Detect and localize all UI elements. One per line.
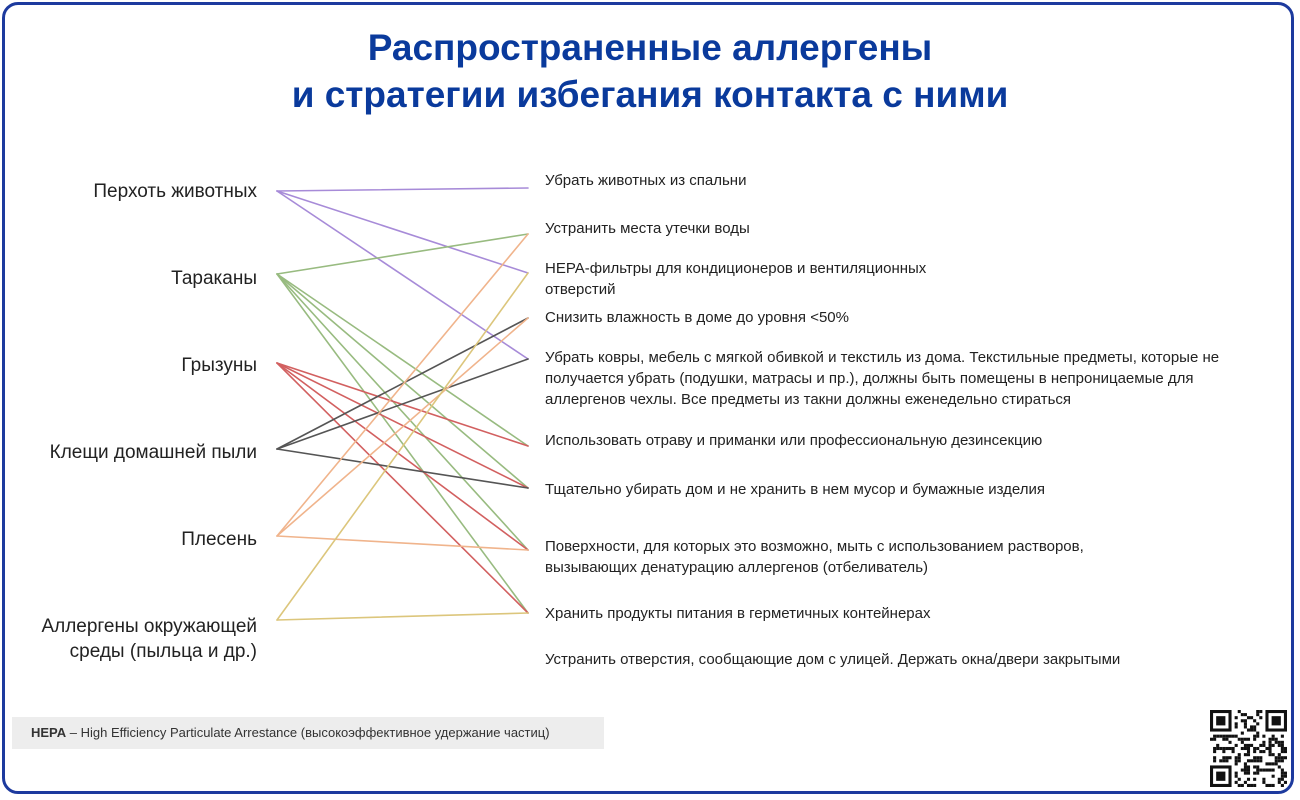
qr-module — [1238, 710, 1241, 713]
link-line — [277, 274, 528, 550]
qr-module — [1275, 738, 1278, 741]
allergen-label: Плесень — [181, 529, 257, 550]
strategy-label: Устранить места утечки воды — [545, 220, 750, 237]
qr-module — [1281, 741, 1284, 744]
qr-module — [1228, 756, 1231, 759]
qr-module — [1244, 747, 1247, 750]
qr-module — [1284, 781, 1287, 784]
qr-module — [1244, 722, 1247, 725]
qr-module — [1281, 759, 1284, 762]
qr-module — [1241, 738, 1244, 741]
qr-module — [1253, 756, 1256, 759]
qr-module — [1247, 784, 1250, 787]
qr-module — [1272, 769, 1275, 772]
qr-module — [1284, 756, 1287, 759]
qr-module — [1275, 762, 1278, 765]
qr-module — [1253, 738, 1256, 741]
qr-module — [1253, 725, 1256, 728]
qr-module — [1235, 744, 1238, 747]
link-line — [277, 363, 528, 613]
allergen-label: Тараканы — [171, 268, 257, 289]
qr-module — [1272, 775, 1275, 778]
allergen-label-line: Аллергены окружающей — [41, 616, 257, 637]
qr-module — [1247, 753, 1250, 756]
qr-module — [1281, 744, 1284, 747]
qr-module — [1272, 784, 1275, 787]
qr-module — [1284, 775, 1287, 778]
link-line — [277, 234, 528, 274]
qr-module — [1250, 728, 1253, 731]
qr-module — [1253, 750, 1256, 753]
qr-module — [1281, 775, 1284, 778]
qr-module — [1281, 756, 1284, 759]
allergen-label-multiline — [41, 614, 257, 664]
qr-module — [1253, 778, 1256, 781]
qr-module — [1225, 735, 1228, 738]
qr-module — [1235, 716, 1238, 719]
qr-module — [1278, 765, 1281, 768]
qr-module — [1262, 741, 1265, 744]
qr-module — [1281, 772, 1284, 775]
qr-module — [1259, 759, 1262, 762]
qr-module — [1269, 762, 1272, 765]
link-line — [277, 234, 528, 536]
qr-module — [1259, 716, 1262, 719]
qr-module — [1244, 772, 1247, 775]
link-line — [277, 274, 528, 446]
qr-module — [1284, 747, 1287, 750]
allergen-label-line: среды (пыльца и др.) — [69, 641, 257, 662]
qr-module — [1219, 759, 1222, 762]
qr-module — [1247, 750, 1250, 753]
qr-module — [1232, 735, 1235, 738]
qr-module — [1228, 747, 1231, 750]
qr-module — [1269, 738, 1272, 741]
qr-module — [1216, 772, 1225, 781]
qr-module — [1262, 750, 1265, 753]
footnote-text: – High Efficiency Particulate Arrestance (высокоэффективное удержание частиц) — [66, 725, 550, 740]
qr-module — [1235, 759, 1238, 762]
qr-module — [1284, 772, 1287, 775]
qr-module — [1244, 762, 1247, 765]
qr-module — [1259, 710, 1262, 713]
qr-module — [1259, 750, 1262, 753]
qr-module — [1216, 744, 1219, 747]
qr-module — [1247, 759, 1250, 762]
strategy-label: Поверхности, для которых это возможно, мыть с использованием растворов, вызывающих денатурацию аллергенов (отбеливатель) — [545, 538, 1084, 576]
qr-module — [1278, 753, 1281, 756]
link-line — [277, 318, 528, 449]
strategy-label: Хранить продукты питания в герметичных контейнерах — [545, 605, 931, 622]
qr-module — [1232, 750, 1235, 753]
qr-module — [1256, 710, 1259, 713]
link-line — [277, 191, 528, 359]
qr-module — [1265, 762, 1268, 765]
strategy-label: Использовать отраву и приманки или профессиональную дезинсекцию — [545, 432, 1043, 449]
qr-module — [1238, 759, 1241, 762]
qr-module — [1256, 772, 1259, 775]
qr-module — [1241, 732, 1244, 735]
qr-module — [1256, 722, 1259, 725]
qr-module — [1272, 735, 1275, 738]
qr-module — [1259, 756, 1262, 759]
qr-module — [1256, 759, 1259, 762]
qr-module — [1278, 756, 1281, 759]
qr-module — [1238, 756, 1241, 759]
qr-module — [1269, 750, 1272, 753]
qr-module — [1275, 756, 1278, 759]
qr-module — [1241, 769, 1244, 772]
qr-module — [1281, 769, 1284, 772]
qr-module — [1247, 728, 1250, 731]
qr-module — [1235, 756, 1238, 759]
link-line — [277, 318, 528, 536]
strategy-label: Тщательно убирать дом и не хранить в нем мусор и бумажные изделия — [545, 481, 1045, 498]
strategy-label: Убрать животных из спальни — [545, 172, 747, 189]
title-line-1: Распространенные аллергены — [367, 27, 933, 68]
qr-module — [1241, 719, 1244, 722]
allergen-label: Грызуны — [181, 355, 257, 376]
qr-module — [1235, 775, 1238, 778]
qr-module — [1269, 741, 1272, 744]
qr-module — [1244, 769, 1247, 772]
qr-module — [1235, 772, 1238, 775]
qr-module — [1241, 713, 1244, 716]
qr-module — [1250, 716, 1253, 719]
qr-module — [1244, 725, 1247, 728]
qr-module — [1244, 744, 1247, 747]
qr-module — [1262, 781, 1265, 784]
qr-module — [1213, 750, 1216, 753]
qr-module — [1216, 716, 1225, 725]
qr-module — [1247, 744, 1250, 747]
qr-module — [1225, 738, 1228, 741]
qr-module — [1219, 747, 1222, 750]
qr-module — [1256, 713, 1259, 716]
qr-module — [1269, 769, 1272, 772]
allergen-label: Перхоть животных — [93, 181, 257, 202]
qr-module — [1247, 765, 1250, 768]
qr-module — [1244, 713, 1247, 716]
qr-module — [1244, 753, 1247, 756]
qr-module — [1281, 735, 1284, 738]
qr-module — [1256, 765, 1259, 768]
qr-module — [1235, 781, 1238, 784]
title-line-2: и стратегии избегания контакта с ними — [291, 74, 1009, 115]
qr-module — [1225, 756, 1228, 759]
qr-module — [1281, 784, 1284, 787]
qr-module — [1241, 741, 1244, 744]
allergen-label: Клещи домашней пыли — [49, 442, 257, 463]
qr-module — [1253, 759, 1256, 762]
qr-module — [1225, 747, 1228, 750]
qr-module — [1262, 744, 1265, 747]
qr-module — [1278, 759, 1281, 762]
qr-module — [1235, 725, 1238, 728]
qr-module — [1262, 769, 1265, 772]
qr-module — [1238, 738, 1241, 741]
qr-module — [1281, 750, 1284, 753]
qr-code-icon — [1210, 710, 1287, 787]
qr-module — [1247, 738, 1250, 741]
qr-module — [1213, 756, 1216, 759]
qr-module — [1247, 747, 1250, 750]
strategy-label: Устранить отверстия, сообщающие дом с улицей. Держать окна/двери закрытыми — [545, 651, 1121, 668]
qr-module — [1278, 778, 1281, 781]
qr-module — [1244, 781, 1247, 784]
qr-module — [1272, 716, 1281, 725]
qr-module — [1210, 738, 1213, 741]
qr-module — [1269, 784, 1272, 787]
qr-module — [1272, 762, 1275, 765]
qr-module — [1272, 753, 1275, 756]
qr-module — [1250, 759, 1253, 762]
qr-module — [1222, 759, 1225, 762]
qr-module — [1256, 732, 1259, 735]
qr-module — [1228, 741, 1231, 744]
qr-module — [1269, 747, 1272, 750]
qr-module — [1284, 750, 1287, 753]
qr-module — [1253, 772, 1256, 775]
qr-module — [1253, 784, 1256, 787]
qr-module — [1253, 735, 1256, 738]
qr-module — [1247, 769, 1250, 772]
qr-module — [1281, 747, 1284, 750]
qr-module — [1269, 744, 1272, 747]
qr-module — [1244, 719, 1247, 722]
qr-module — [1265, 769, 1268, 772]
qr-module — [1256, 756, 1259, 759]
qr-module — [1244, 765, 1247, 768]
link-line — [277, 191, 528, 273]
qr-module — [1275, 741, 1278, 744]
qr-module — [1219, 735, 1222, 738]
qr-module — [1275, 759, 1278, 762]
qr-module — [1216, 747, 1219, 750]
qr-module — [1278, 781, 1281, 784]
qr-module — [1281, 778, 1284, 781]
qr-module — [1250, 744, 1253, 747]
qr-module — [1259, 744, 1262, 747]
footnote — [12, 717, 604, 749]
qr-module — [1241, 747, 1244, 750]
qr-module — [1259, 769, 1262, 772]
strategy-label: Снизить влажность в доме до уровня <50% — [545, 309, 849, 326]
qr-module — [1238, 784, 1241, 787]
qr-module — [1232, 747, 1235, 750]
qr-module — [1225, 759, 1228, 762]
link-line — [277, 536, 528, 550]
qr-module — [1278, 741, 1281, 744]
qr-module — [1269, 753, 1272, 756]
qr-module — [1216, 735, 1219, 738]
qr-module — [1272, 744, 1275, 747]
link-line — [277, 359, 528, 449]
link-line — [277, 188, 528, 191]
qr-module — [1247, 716, 1250, 719]
qr-module — [1213, 747, 1216, 750]
qr-module — [1256, 735, 1259, 738]
qr-module — [1256, 747, 1259, 750]
qr-module — [1256, 769, 1259, 772]
qr-module — [1228, 735, 1231, 738]
qr-module — [1241, 784, 1244, 787]
qr-module — [1250, 784, 1253, 787]
qr-module — [1235, 735, 1238, 738]
qr-module — [1247, 778, 1250, 781]
qr-module — [1222, 756, 1225, 759]
qr-module — [1222, 750, 1225, 753]
qr-module — [1213, 738, 1216, 741]
qr-module — [1222, 747, 1225, 750]
qr-module — [1262, 778, 1265, 781]
qr-module — [1265, 784, 1268, 787]
qr-module — [1238, 753, 1241, 756]
strategy-label: HEPA-фильтры для кондиционеров и вентиляционных отверстий — [545, 260, 927, 298]
qr-module — [1235, 762, 1238, 765]
qr-module — [1253, 719, 1256, 722]
qr-module — [1253, 747, 1256, 750]
qr-module — [1253, 765, 1256, 768]
qr-module — [1250, 725, 1253, 728]
qr-module — [1247, 772, 1250, 775]
qr-module — [1213, 735, 1216, 738]
qr-module — [1272, 738, 1275, 741]
qr-module — [1244, 738, 1247, 741]
qr-module — [1222, 738, 1225, 741]
qr-module — [1262, 735, 1265, 738]
link-line — [277, 613, 528, 620]
qr-module — [1222, 735, 1225, 738]
qr-module — [1253, 728, 1256, 731]
footnote-abbr: HEPA — [31, 725, 67, 740]
strategy-label: Убрать ковры, мебель с мягкой обивкой и текстиль из дома. Текстильные предметы, которые не получается убрать (подушки, матрасы и пр.), должны быть помещены в непроницаемые для аллергенов чехлы. Все предметы из такни должны еженедельно стираться — [545, 349, 1220, 408]
qr-module — [1238, 778, 1241, 781]
qr-module — [1213, 759, 1216, 762]
qr-module — [1235, 722, 1238, 725]
qr-module — [1278, 744, 1281, 747]
qr-module — [1265, 747, 1268, 750]
